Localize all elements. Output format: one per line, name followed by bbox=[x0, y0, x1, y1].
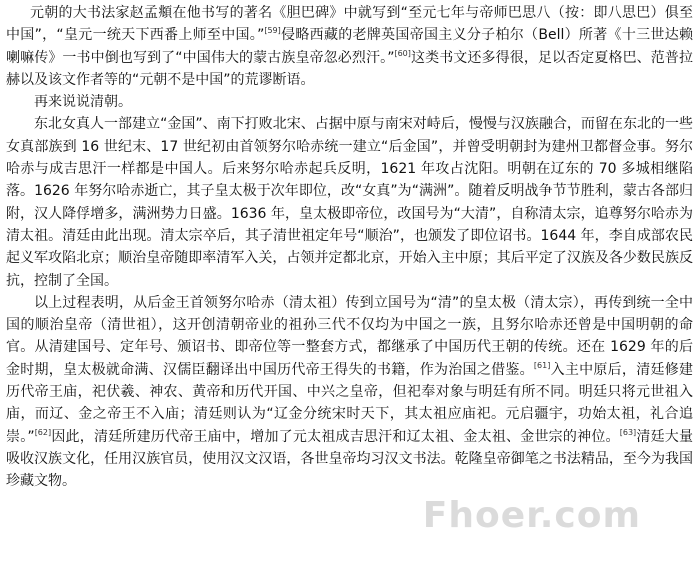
paragraph-qing-intro bbox=[6, 91, 693, 113]
text-run: 再来说说清朝。 bbox=[34, 94, 132, 111]
text-run: 元朝的大书法家赵孟頫在他书写的著名《胆巴碑》中就写到“至元七年与帝师巴思八（按：即八思巴）俱至中国”，“皇元一统天下西番上师至中国。” bbox=[6, 5, 693, 44]
text-run: 入主中原后，清廷修建历代帝王庙，祀伏羲、神农、黄帝和历代开国、中兴之皇帝，但祀奉对象与明廷有所不同。明廷只将元世祖入庙，而辽、金之帝王不入庙；清廷则认为“辽金分统宋时天下，其太祖应庙祀。元启疆宇，功始太祖，礼合追崇。” bbox=[6, 361, 694, 445]
footnote-ref: [59] bbox=[264, 26, 281, 36]
site-watermark: Fhoer.com bbox=[422, 495, 641, 536]
footnote-ref: [63] bbox=[619, 427, 637, 437]
footnote-ref: [62] bbox=[34, 427, 52, 437]
text-run: 因此，清廷所建历代帝王庙中，增加了元太祖成吉思汗和辽太祖、金太祖、金世宗的神位。 bbox=[51, 428, 620, 445]
text-run: 这类书文还多得很，足以否定夏格巴、范普拉赫以及该文作者等的“元朝不是中国”的荒谬断语。 bbox=[6, 49, 693, 88]
text-run: 清廷大量吸收汉族文化，任用汉族官员，使用汉文汉语，各世皇帝均习汉文书法。乾隆皇帝御笔之书法精品，至今为我国珍藏文物。 bbox=[6, 428, 694, 490]
paragraph-qing-legitimacy bbox=[6, 292, 693, 493]
paragraph-jurchen-history bbox=[6, 113, 693, 291]
footnote-ref: [61] bbox=[533, 360, 551, 370]
footnote-ref: [60] bbox=[394, 48, 411, 58]
paragraph-yuan-sources bbox=[6, 2, 693, 91]
text-run: 东北女真人一部建立“金国”、南下打败北宋、占据中原与南宋对峙后，慢慢与汉族融合，而留在东北的一些女真部族到 16 世纪末、17 世纪初由首领努尔哈赤统一建立“后金国”，并曾受明朝封为建州卫都督佥事。努尔哈赤与成吉思汗一样都是中国人。后来努尔哈赤起兵反明，1621 年攻占沈阳。明朝在辽东的 70 多城相继陷落。1626 年努尔哈赤逝亡，其子皇太极于次年即位，改“女真”为“满洲”。随着反明战争节节胜利，蒙古各部归附，汉人降俘增多，满洲势力日盛。1636 年，皇太极即帝位，改国号为“大清”，自称清太宗，追尊努尔哈赤为清太祖。清廷由此出现。清太宗卒后，其子清世祖定年号“顺治”，也颁发了即位诏书。1644 年，李自成部农民起义军攻陷北京；顺治皇帝随即率清军入关，占领并定都北京，开始入主中原；其后平定了汉族及各少数民族反抗，控制了全国。 bbox=[6, 116, 693, 289]
text-run: 以上过程表明，从后金王首领努尔哈赤（清太祖）传到立国号为“清”的皇太极（清太宗），再传到统一全中国的顺治皇帝（清世祖），这开创清朝帝业的祖孙三代不仅均为中国之一族，且努尔哈赤还曾是中国明朝的命官。从清建国号、定年号、颁诏书、即帝位等一整套方式，都继承了中国历代王朝的传统。还在 1629 年的后金时期，皇太极就命满、汉儒臣翻译出中国历代帝王得失的书籍，作为治国之借鉴。 bbox=[6, 294, 693, 378]
text-run: 侵略西藏的老牌英国帝国主义分子柏尔（Bell）所著《十三世达赖喇嘛传》一书中倒也写到了“中国伟大的蒙古族皇帝忽必烈汗。” bbox=[6, 27, 693, 66]
